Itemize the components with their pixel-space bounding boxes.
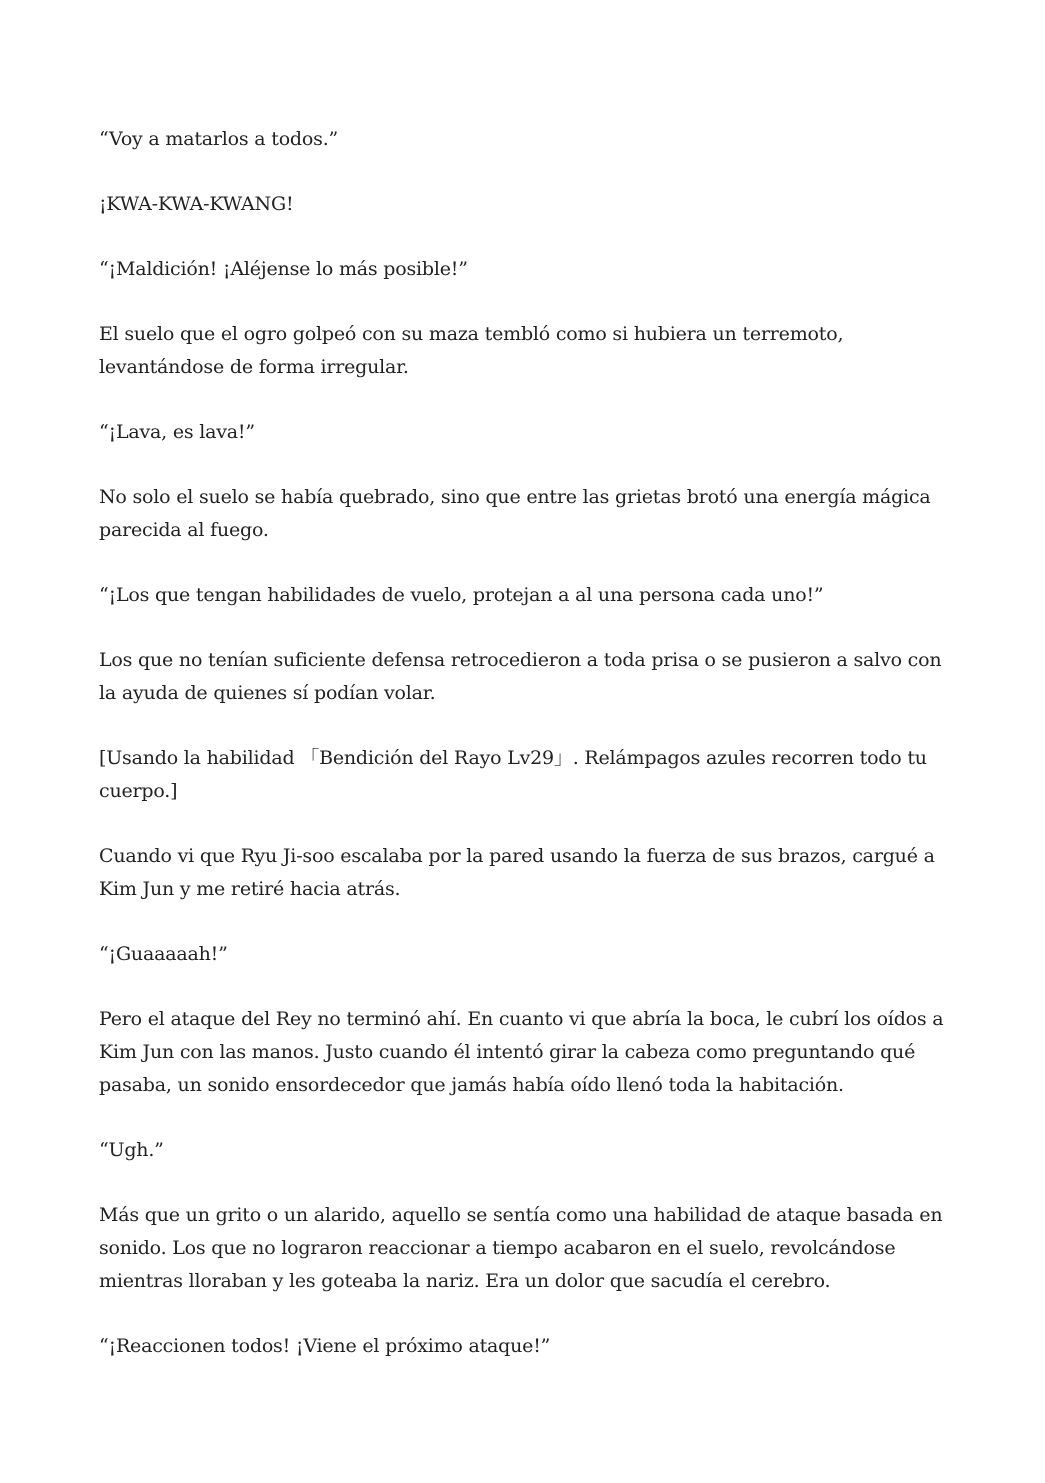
paragraph-sound-attack: Más que un grito o un alarido, aquello se sentía como una habilidad de ataque basada en sonido. Los que no lograron reaccionar a tiempo acabaron en el suelo, revolcándose mientras lloraban y les goteaba la nariz. Era un dolor que sacudía el cerebro. [99, 1204, 943, 1292]
paragraph-ugh: “Ugh.” [99, 1139, 164, 1161]
paragraph-king-attack: Pero el ataque del Rey no terminó ahí. En cuanto vi que abría la boca, le cubrí los oídos a Kim Jun con las manos. Justo cuando él intentó girar la cabeza como preguntando qué pasaba, un sonido ensordecedor que jamás había oído llenó toda la habitación. [99, 1008, 944, 1096]
paragraph-lava: “¡Lava, es lava!” [99, 421, 255, 443]
paragraph-threat: “Voy a matarlos a todos.” [99, 128, 339, 150]
paragraph-ground-shakes: El suelo que el ogro golpeó con su maza tembló como si hubiera un terremoto, levantándose de forma irregular. [99, 323, 844, 378]
paragraph-next-attack: “¡Reaccionen todos! ¡Viene el próximo ataque!” [99, 1335, 551, 1357]
paragraph-retreat: Los que no tenían suficiente defensa retrocedieron a toda prisa o se pusieron a salvo con la ayuda de quienes sí podían volar. [99, 649, 942, 704]
paragraph-sound-effect: ¡KWA-KWA-KWANG! [99, 193, 294, 215]
paragraph-flight-order: “¡Los que tengan habilidades de vuelo, protejan a al una persona cada uno!” [99, 584, 824, 606]
document-page [99, 123, 949, 1395]
paragraph-roar: “¡Guaaaaah!” [99, 943, 228, 965]
paragraph-system-message: [Usando la habilidad 「Bendición del Rayo Lv29」. Relámpagos azules recorren todo tu cuerpo.] [99, 747, 927, 802]
paragraph-climb: Cuando vi que Ryu Ji-soo escalaba por la pared usando la fuerza de sus brazos, cargué a Kim Jun y me retiré hacia atrás. [99, 845, 935, 900]
paragraph-curse: “¡Maldición! ¡Aléjense lo más posible!” [99, 258, 468, 280]
paragraph-fire-energy: No solo el suelo se había quebrado, sino que entre las grietas brotó una energía mágica parecida al fuego. [99, 486, 931, 541]
